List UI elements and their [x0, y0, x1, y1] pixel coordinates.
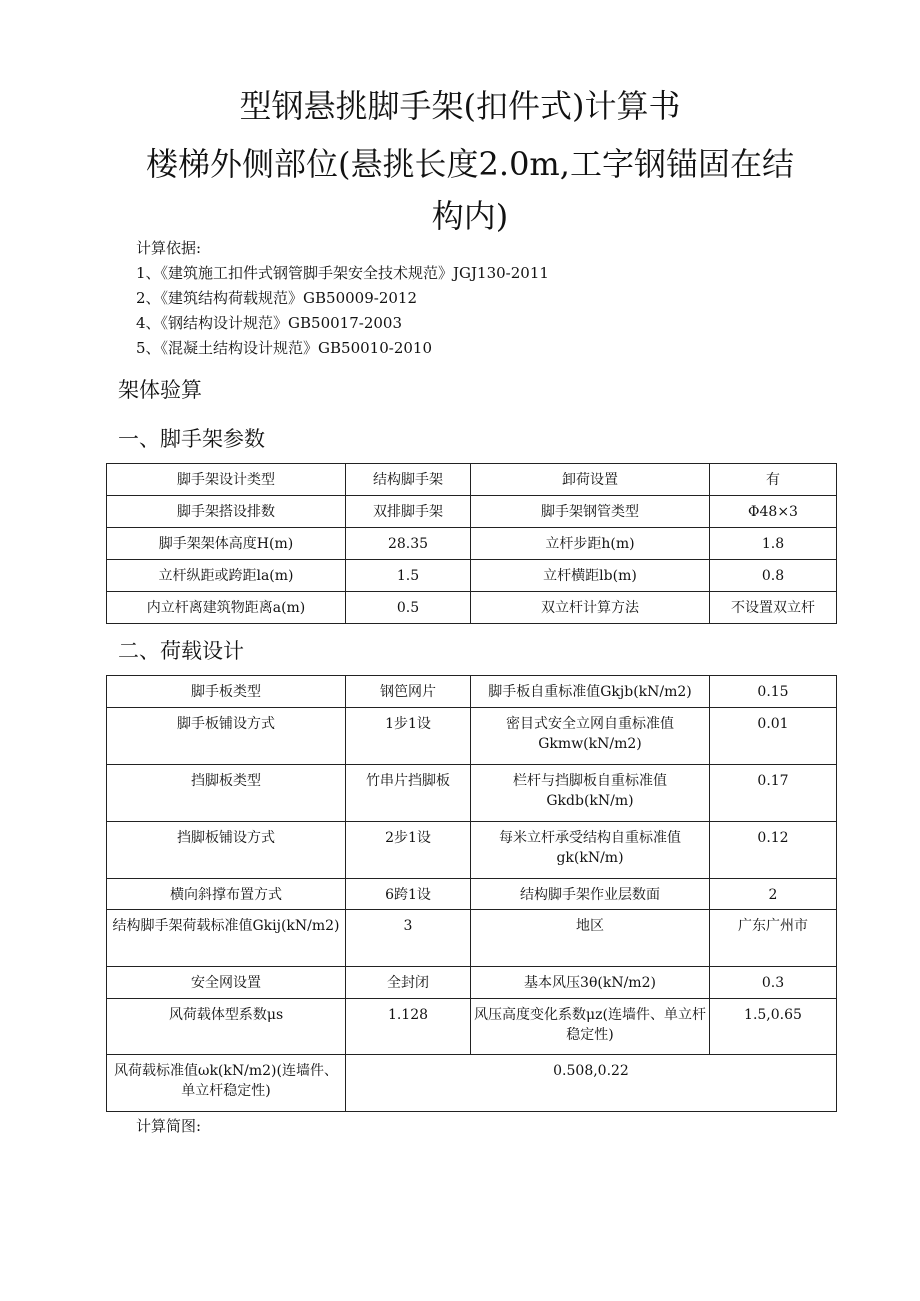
load-design-table — [106, 675, 837, 1112]
load-label: 风荷载体型系数μs — [107, 999, 346, 1055]
section-heading-load-design: 二、荷载设计 — [118, 639, 244, 663]
param-value: 双排脚手架 — [346, 496, 471, 528]
calculation-basis — [136, 236, 549, 361]
document-subtitle: 楼梯外侧部位(悬挑长度2.0m,工字钢锚固在结构内) — [146, 145, 794, 235]
load-value: 钢笆网片 — [346, 676, 471, 708]
table-row — [107, 967, 837, 999]
table-row — [107, 822, 837, 879]
load-value: 0.01 — [710, 708, 837, 765]
param-value: 0.5 — [346, 592, 471, 624]
param-label: 内立杆离建筑物距离a(m) — [107, 592, 346, 624]
load-label: 风荷载标准值ωk(kN/m2)(连墙件、单立杆稳定性) — [107, 1055, 346, 1112]
table-row — [107, 496, 837, 528]
table-row — [107, 676, 837, 708]
load-value: 0.15 — [710, 676, 837, 708]
load-value: 2步1设 — [346, 822, 471, 879]
load-value: 0.12 — [710, 822, 837, 879]
load-value: 0.508,0.22 — [346, 1055, 837, 1112]
load-label: 地区 — [471, 910, 710, 967]
load-label: 挡脚板类型 — [107, 765, 346, 822]
load-value: 6跨1设 — [346, 879, 471, 910]
load-value: 1.128 — [346, 999, 471, 1055]
param-value: 不设置双立杆 — [710, 592, 837, 624]
load-value: 竹串片挡脚板 — [346, 765, 471, 822]
load-label: 脚手板铺设方式 — [107, 708, 346, 765]
basis-heading: 计算依据: — [136, 239, 202, 257]
section-heading-scaffold-params: 一、脚手架参数 — [118, 427, 265, 451]
param-value: Φ48×3 — [710, 496, 837, 528]
load-label: 脚手板类型 — [107, 676, 346, 708]
param-label: 双立杆计算方法 — [471, 592, 710, 624]
section-heading-frame-check: 架体验算 — [118, 378, 202, 402]
table-row — [107, 765, 837, 822]
param-value: 0.8 — [710, 560, 837, 592]
table-row — [107, 464, 837, 496]
param-label: 脚手架设计类型 — [107, 464, 346, 496]
param-label: 立杆步距h(m) — [471, 528, 710, 560]
table-row — [107, 592, 837, 624]
param-label: 立杆纵距或跨距la(m) — [107, 560, 346, 592]
param-label: 脚手架钢管类型 — [471, 496, 710, 528]
load-label: 结构脚手架荷载标准值Gkij(kN/m2) — [107, 910, 346, 967]
param-value: 28.35 — [346, 528, 471, 560]
param-label: 脚手架架体高度H(m) — [107, 528, 346, 560]
basis-item: 4、《钢结构设计规范》GB50017-2003 — [136, 314, 403, 332]
load-value: 1步1设 — [346, 708, 471, 765]
load-label: 横向斜撑布置方式 — [107, 879, 346, 910]
param-value: 1.8 — [710, 528, 837, 560]
param-label: 脚手架搭设排数 — [107, 496, 346, 528]
table-row — [107, 1055, 837, 1112]
calculation-diagram-label: 计算简图: — [136, 1117, 202, 1135]
load-label: 栏杆与挡脚板自重标准值Gkdb(kN/m) — [471, 765, 710, 822]
load-value: 3 — [346, 910, 471, 967]
table-row — [107, 999, 837, 1055]
load-value: 0.3 — [710, 967, 837, 999]
load-label: 挡脚板铺设方式 — [107, 822, 346, 879]
table-row — [107, 528, 837, 560]
param-value: 1.5 — [346, 560, 471, 592]
basis-item: 2、《建筑结构荷载规范》GB50009-2012 — [136, 289, 418, 307]
load-label: 密目式安全立网自重标准值Gkmw(kN/m2) — [471, 708, 710, 765]
table-row — [107, 910, 837, 967]
scaffold-params-table — [106, 463, 837, 624]
load-label: 每米立杆承受结构自重标准值gk(kN/m) — [471, 822, 710, 879]
load-value: 0.17 — [710, 765, 837, 822]
basis-item: 1、《建筑施工扣件式钢管脚手架安全技术规范》JGJ130-2011 — [136, 264, 549, 282]
load-value: 广东广州市 — [710, 910, 837, 967]
load-value: 全封闭 — [346, 967, 471, 999]
load-label: 结构脚手架作业层数面 — [471, 879, 710, 910]
load-label: 安全网设置 — [107, 967, 346, 999]
param-label: 卸荷设置 — [471, 464, 710, 496]
load-value: 1.5,0.65 — [710, 999, 837, 1055]
load-label: 风压高度变化系数μz(连墙件、单立杆稳定性) — [471, 999, 710, 1055]
load-label: 基本风压3θ(kN/m2) — [471, 967, 710, 999]
param-value: 结构脚手架 — [346, 464, 471, 496]
table-row — [107, 879, 837, 910]
document-title: 型钢悬挑脚手架(扣件式)计算书 — [239, 87, 681, 125]
basis-item: 5、《混凝土结构设计规范》GB50010-2010 — [136, 339, 433, 357]
param-value: 有 — [710, 464, 837, 496]
load-value: 2 — [710, 879, 837, 910]
param-label: 立杆横距lb(m) — [471, 560, 710, 592]
table-row — [107, 708, 837, 765]
load-label: 脚手板自重标准值Gkjb(kN/m2) — [471, 676, 710, 708]
table-row — [107, 560, 837, 592]
